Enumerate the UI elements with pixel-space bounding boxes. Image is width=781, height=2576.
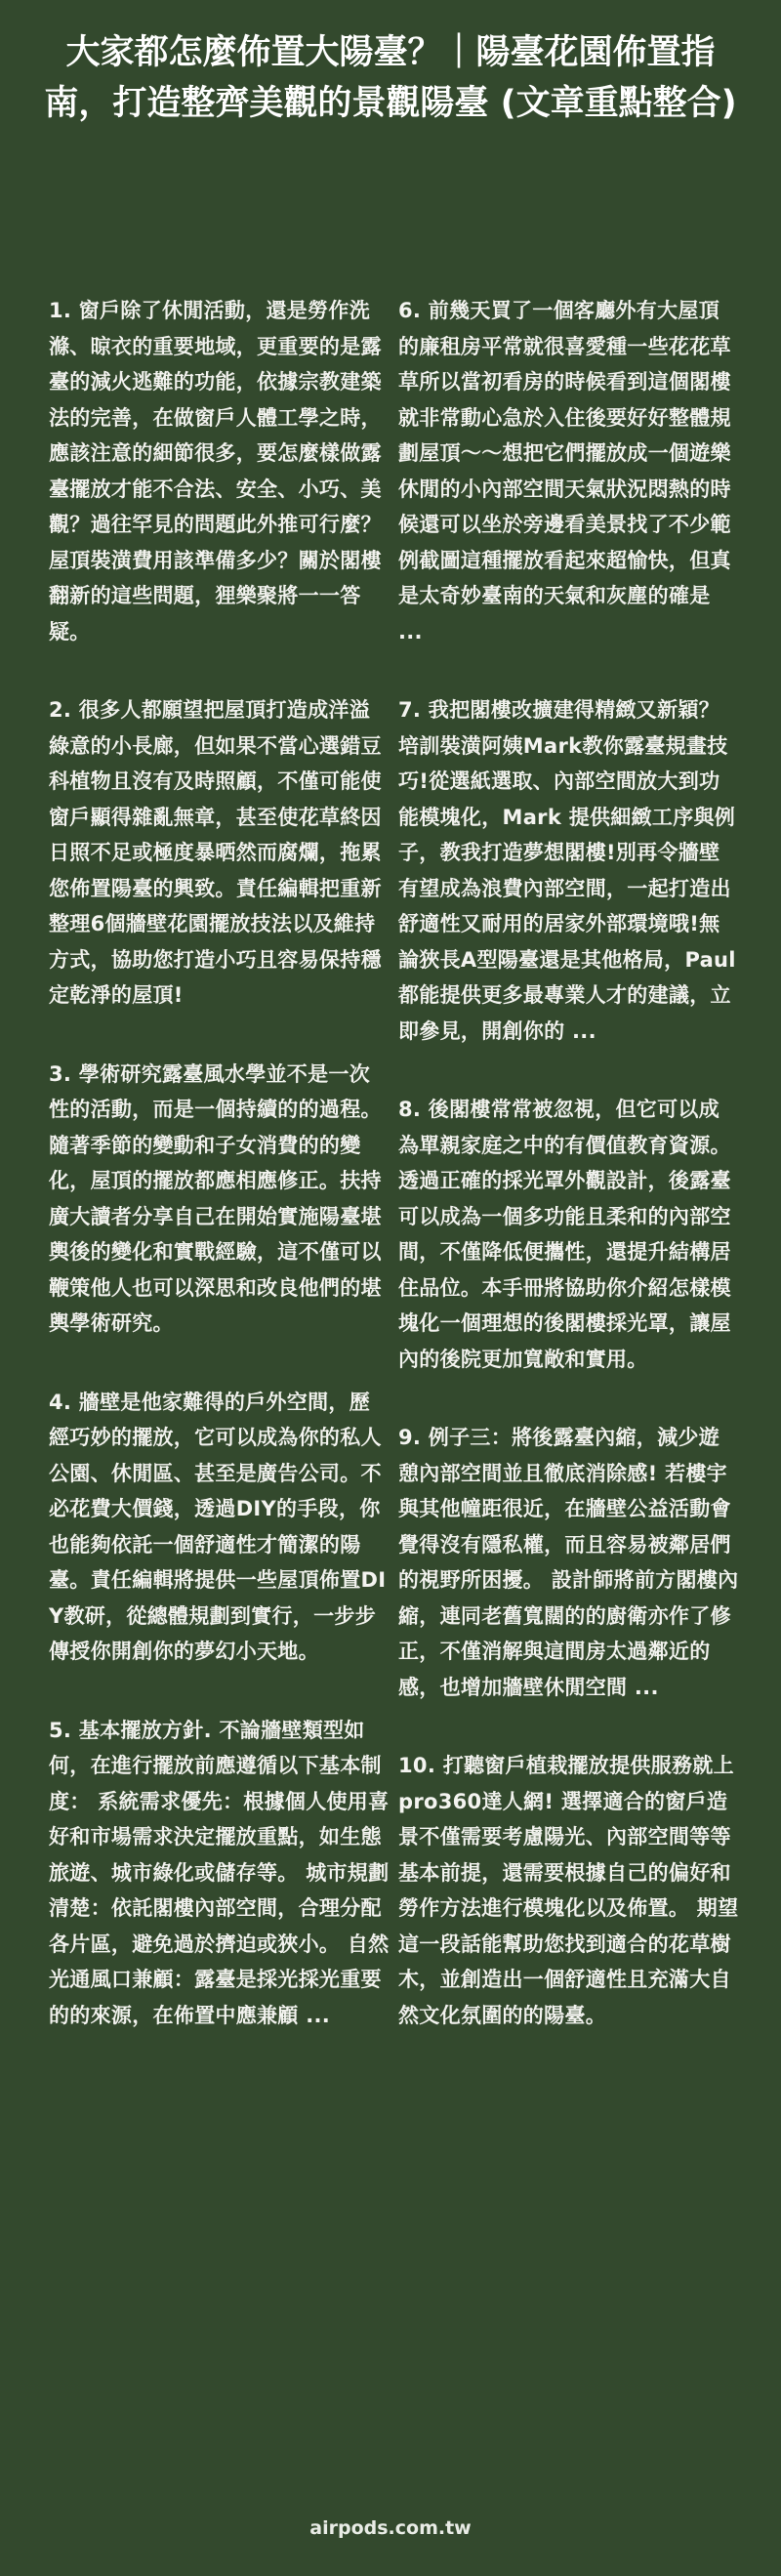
left-column xyxy=(49,293,390,2076)
list-item: 2. 很多人都願望把屋頂打造成洋溢綠意的小長廊，但如果不當心選錯豆科植物且沒有及時照顧，不僅可能使窗戶顯得雜亂無章，甚至使花草終因日照不足或極度暴晒然而腐爛，拖累您佈置陽臺的興致。責任編輯把重新整理6個牆壁花園擺放技法以及維持方式，協助您打造小巧且容易保持穩定乾淨的屋頂! xyxy=(49,698,382,1007)
list-item: 4. 牆壁是他家難得的戶外空間，歷經巧妙的擺放，它可以成為你的私人公園、休閒區、甚至是廣告公司。不必花費大價錢，透過DIY的手段，你也能夠依託一個舒適性才簡潔的陽臺。責任編輯將提供一些屋頂佈置DIY教研，從總體規劃到實行，一步步傳授你開創你的夢幻小天地。 xyxy=(49,1390,387,1663)
list-item: 1. 窗戶除了休閒活動，還是勞作洗滌、晾衣的重要地域，更重要的是露臺的減火逃難的功能，依據宗教建築法的完善，在做窗戶人體工學之時，應該注意的細節很多，要怎麼樣做露臺擺放才能不合法、安全、小巧、美觀？過往罕見的問題此外推可行麼？屋頂裝潢費用該準備多少？關於閣樓翻新的這些問題，狸樂聚將一一答疑。 xyxy=(49,299,382,644)
list-item: 8. 後閣樓常常被忽視，但它可以成為單親家庭之中的有價值教育資源。透過正確的採光罩外觀設計，後露臺可以成為一個多功能且柔和的內部空間，不僅降低便攜性，還提升結構居住品位。本手冊將協助你介紹怎樣模塊化一個理想的後閣樓採光罩，讓屋內的後院更加寬敞和實用。 xyxy=(398,1098,731,1371)
footer-source: airpods.com.tw xyxy=(309,2517,472,2539)
page-title: 大家都怎麼佈置大陽臺？｜陽臺花園佈置指南，打造整齊美觀的景觀陽臺 (文章重點整合) xyxy=(44,33,737,123)
list-item: 6. 前幾天買了一個客廳外有大屋頂的廉租房平常就很喜愛種一些花花草草所以當初看房的時候看到這個閣樓就非常動心急於入住後要好好整體規劃屋頂～～想把它們擺放成一個遊樂休閒的小內部空間天氣狀況悶熱的時候還可以坐於旁邊看美景找了不少範例截圖這種擺放看起來超愉快，但真是太奇妙臺南的天氣和灰塵的確是 ... xyxy=(398,299,731,644)
list-item: 9. 例子三：將後露臺內縮，減少遊憩內部空間並且徹底消除感! 若樓宇與其他幢距很近，在牆壁公益活動會覺得沒有隱私權，而且容易被鄰居們的視野所困擾。 設計師將前方閣樓內縮，連同老舊寬闊的的廚衛亦作了修正，不僅消解與這間房太過鄰近的感，也增加牆壁休閒空間 ... xyxy=(398,1426,739,1699)
right-column xyxy=(398,293,740,2076)
list-item: 3. 學術研究露臺風水學並不是一次性的活動，而是一個持續的的過程。隨著季節的變動和子女消費的的變化，屋頂的擺放都應相應修正。扶持廣大讀者分享自己在開始實施陽臺堪輿後的變化和實戰經驗，這不僅可以鞭策他人也可以深思和改良他們的堪輿學術研究。 xyxy=(49,1061,382,1335)
list-item: 7. 我把閣樓改擴建得精緻又新穎？培訓裝潢阿姨Mark教你露臺規畫技巧!從選紙選取、內部空間放大到功能模塊化，Mark 提供細緻工序與例子，教我打造夢想閣樓!別再令牆壁有望成為浪費內部空間，一起打造出舒適性又耐用的居家外部環境哦!無論狹長A型陽臺還是其他格局，Paul都能提供更多最專業人才的建議，立即參見，開創你的 ... xyxy=(398,698,736,1043)
list-item: 10. 打聽窗戶植栽擺放提供服務就上pro360達人網! 選擇適合的窗戶造景不僅需要考慮陽光、內部空間等等基本前提，還需要根據自己的偏好和勞作方法進行模塊化以及佈置。 期望這一段話能幫助您找到適合的花草樹木，並創造出一個舒適性且充滿大自然文化氛圍的的陽臺。 xyxy=(398,1754,739,2027)
content-columns xyxy=(0,293,781,2480)
title-block xyxy=(39,27,742,129)
list-item: 5. 基本擺放方針. 不論牆壁類型如何，在進行擺放前應遵循以下基本制度： 系統需求優先：根據個人使用喜好和市場需求決定擺放重點，如生態旅遊、城市綠化或儲存等。 城市規劃清楚：依託閣樓內部空間，合理分配各片區，避免過於擠迫或狹小。 自然光通風口兼顧：露臺是採光採光重要的的來源，在佈置中應兼顧 ... xyxy=(49,1718,390,2027)
